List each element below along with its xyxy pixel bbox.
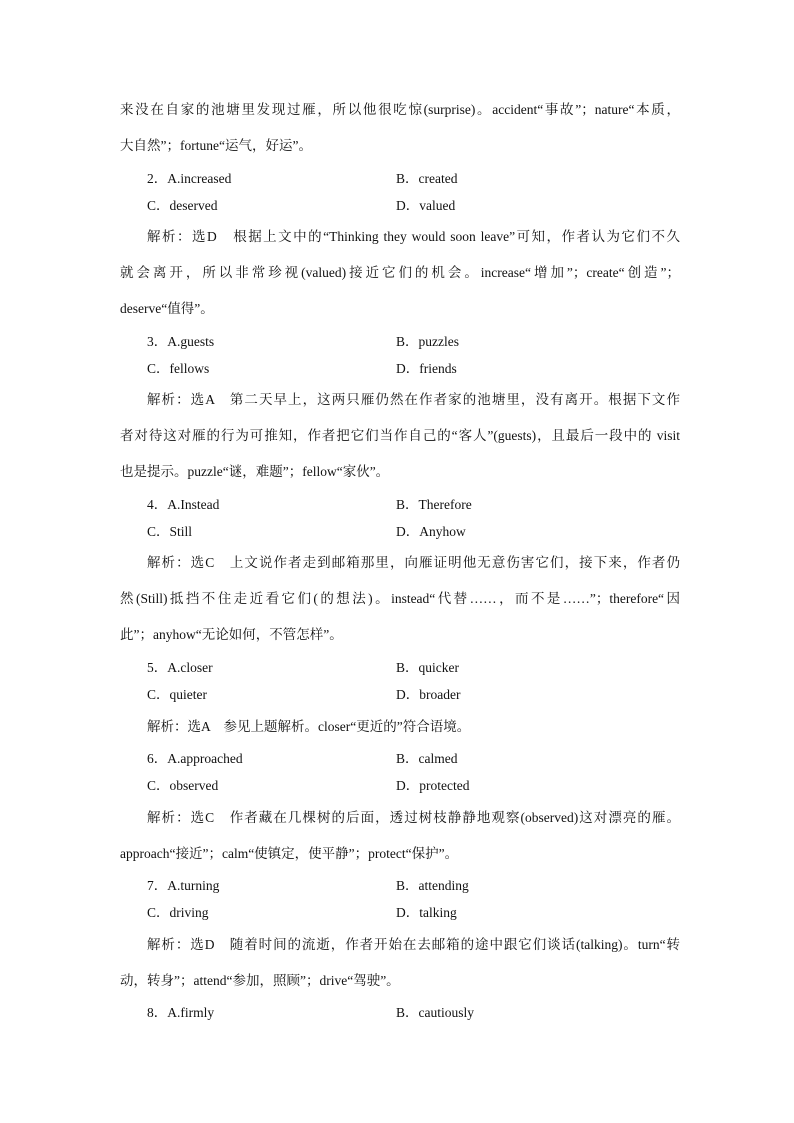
- q2-option-a: 2．A.increased: [147, 171, 232, 186]
- q3-option-c: C．fellows: [147, 361, 210, 376]
- q4-explanation-line-3: 此”；anyhow“无论如何，不管怎样”。: [120, 627, 343, 642]
- q7-option-b: B．attending: [396, 878, 469, 893]
- q6-option-a: 6．A.approached: [147, 751, 243, 766]
- q3-explanation-line-2: 者对待这对雁的行为可推知，作者把它们当作自己的“客人”(guests)，且最后一段中的 visit: [120, 428, 680, 443]
- q7-option-a: 7．A.turning: [147, 878, 220, 893]
- q4-explanation-line-2: 然(Still)抵挡不住走近看它们(的想法)。instead“代替……，而不是……”；therefore“因: [120, 591, 680, 606]
- q5-option-c: C．quieter: [147, 687, 207, 702]
- q5-option-d: D．broader: [396, 687, 461, 702]
- intro-line-1: 来没在自家的池塘里发现过雁，所以他很吃惊(surprise)。accident“事故”；nature“本质，: [120, 102, 680, 117]
- q5-option-a: 5．A.closer: [147, 660, 213, 675]
- q3-explanation-line-3: 也是提示。puzzle“谜，难题”；fellow“家伙”。: [120, 464, 390, 479]
- q4-option-c: C．Still: [147, 524, 193, 539]
- q3-option-b: B．puzzles: [396, 334, 459, 349]
- q2-explanation-line-3: deserve“值得”。: [120, 301, 214, 316]
- q8-option-b: B．cautiously: [396, 1005, 474, 1020]
- q8-option-a: 8．A.firmly: [147, 1005, 215, 1020]
- q6-explanation-line-1: 解析：选C 作者藏在几棵树的后面，透过树枝静静地观察(observed)这对漂亮的雁。: [147, 810, 680, 825]
- q7-option-c: C．driving: [147, 905, 209, 920]
- q4-option-d: D．Anyhow: [396, 524, 466, 539]
- q4-option-a: 4．A.Instead: [147, 497, 220, 512]
- q4-explanation-line-1: 解析：选C 上文说作者走到邮箱那里，向雁证明他无意伤害它们，接下来，作者仍: [147, 555, 680, 570]
- q3-option-a: 3．A.guests: [147, 334, 215, 349]
- q2-option-c: C．deserved: [147, 198, 218, 213]
- q6-option-b: B．calmed: [396, 751, 458, 766]
- q2-option-b: B．created: [396, 171, 458, 186]
- q6-explanation-line-2: approach“接近”；calm“使镇定，使平静”；protect“保护”。: [120, 846, 459, 861]
- q3-explanation-line-1: 解析：选A 第二天早上，这两只雁仍然在作者家的池塘里，没有离开。根据下文作: [147, 392, 680, 407]
- intro-line-2: 大自然”；fortune“运气，好运”。: [120, 138, 312, 153]
- q2-option-d: D．valued: [396, 198, 456, 213]
- q7-option-d: D．talking: [396, 905, 457, 920]
- q2-explanation-line-2: 就会离开，所以非常珍视(valued)接近它们的机会。increase“增加”；create“创造”；: [120, 265, 680, 280]
- q7-explanation-line-1: 解析：选D 随着时间的流逝，作者开始在去邮箱的途中跟它们谈话(talking)。turn“转: [147, 937, 680, 952]
- q3-option-d: D．friends: [396, 361, 457, 376]
- q5-explanation-line-1: 解析：选A 参见上题解析。closer“更近的”符合语境。: [147, 719, 471, 734]
- q6-option-c: C．observed: [147, 778, 219, 793]
- q2-explanation-line-1: 解析：选D 根据上文中的“Thinking they would soon leave”可知，作者认为它们不久: [147, 229, 680, 244]
- q6-option-d: D．protected: [396, 778, 470, 793]
- q5-option-b: B．quicker: [396, 660, 459, 675]
- q7-explanation-line-2: 动，转身”；attend“参加，照顾”；drive“驾驶”。: [120, 973, 400, 988]
- q4-option-b: B．Therefore: [396, 497, 472, 512]
